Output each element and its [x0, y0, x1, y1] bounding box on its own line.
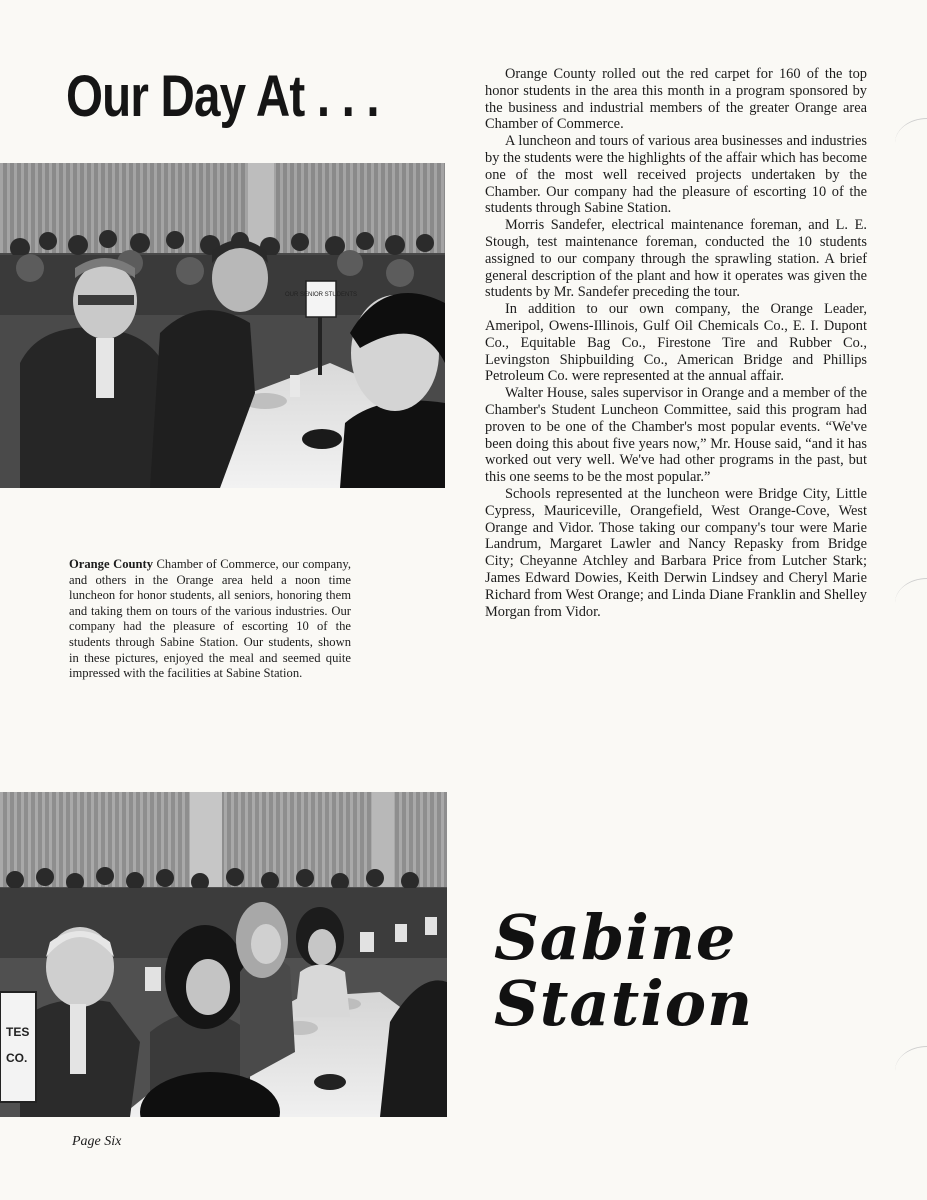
article-paragraph: Orange County rolled out the red carpet for 160 of the top honor students in the area this month in a program sponsored by the business and industrial members of the greater Orange area Chamber of Commerce.	[485, 66, 867, 133]
article-body	[485, 66, 867, 620]
caption-body: Chamber of Commerce, our company, and others in the Orange area held a noon time luncheon for honor students, all seniors, honoring them and taking them on tours of the various industries. Our company had the pleasure of escorting 10 of the students through Sabine Station. Our students, shown in these pictures, enjoyed the meal and seemed quite impressed with the facilities at Sabine Station.	[69, 557, 351, 681]
article-paragraph: In addition to our own company, the Orange Leader, Ameripol, Owens-Illinois, Gulf Oil Chemicals Co., E. I. Dupont Co., Equitable Bag Co., Firestone Tire and Rubber Co., Levingston Shipbuilding Co., American Bridge and Phillips Petroleum Co. were represented at the annual affair.	[485, 301, 867, 385]
table-sign-text: OUR SENIOR STUDENTS	[284, 292, 358, 298]
page-number: Page Six	[72, 1134, 122, 1149]
margin-mark	[895, 578, 927, 603]
article-paragraph: Schools represented at the luncheon were Bridge City, Little Cypress, Mauriceville, Orangefield, West Orange-Cove, West Orange and Vidor. Those taking our company's tour were Marie Landrum, Margaret Lawler and Nancy Repasky from Bridge City; Cheyanne Atchley and Barbara Price from Lutcher Stark; James Edward Dowies, Keith Derwin Lindsey and Cheryl Marie Richard from West Orange; and Linda Diane Franklin and Shelley Morgan from Vidor.	[485, 485, 867, 620]
article-paragraph: Morris Sandefer, electrical maintenance foreman, and L. E. Stough, test maintenance foreman, conducted the 10 students assigned to our company through the sprawling station. A brief general description of the plant and how it operates was given the students by Mr. Sandefer preceding the tour.	[485, 217, 867, 301]
margin-mark	[895, 1046, 927, 1071]
headline: Our Day At . . .	[66, 64, 379, 129]
place-sign-line-1: TES	[6, 1025, 30, 1039]
article-paragraph: Walter House, sales supervisor in Orange and a member of the Chamber's Student Luncheon Committee, said this program had proven to be one of the Chamber's most popular events. “We've been doing this about five years now,” Mr. House said, “and it has worked out very well. We've had other programs in the past, but this one seems to be the most popular.”	[485, 385, 867, 486]
station-title-line-2: Station	[494, 967, 754, 1040]
station-title	[494, 901, 754, 1040]
luncheon-photo-top	[0, 163, 445, 488]
caption-lead: Orange County	[69, 557, 153, 571]
place-sign-line-2: CO.	[6, 1051, 28, 1065]
article-paragraph: A luncheon and tours of various area businesses and industries by the students were the highlights of the affair which has become one of the most well received projects undertaken by the Chamber. Our company had the pleasure of escorting 10 of the students through Sabine Station.	[485, 133, 867, 217]
margin-mark	[895, 118, 927, 143]
photo-caption	[69, 557, 351, 682]
luncheon-photo-bottom	[0, 792, 447, 1117]
station-title-line-1: Sabine	[494, 901, 737, 974]
